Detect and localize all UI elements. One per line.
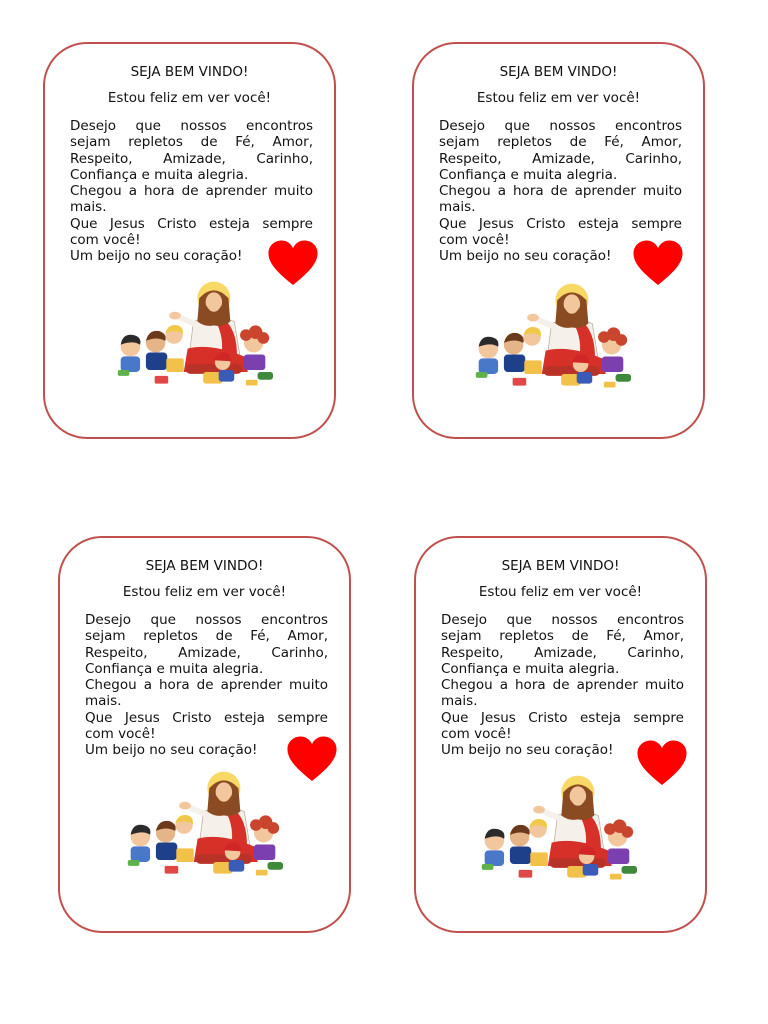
message-line: Desejo que nossos encontros xyxy=(70,118,313,134)
heart-icon xyxy=(286,736,338,782)
message-line: Respeito, Amizade, Carinho, xyxy=(70,150,313,167)
card-greeting: Estou feliz em ver você! xyxy=(122,584,287,600)
message-line: com você! xyxy=(85,726,156,743)
welcome-card-3 xyxy=(58,536,351,933)
message-line: Respeito, Amizade, Carinho, xyxy=(85,644,328,661)
jesus-with-children-illustration xyxy=(474,772,639,890)
message-line: Chegou a hora de aprender muito xyxy=(85,677,328,694)
message-line: mais. xyxy=(70,199,107,216)
card-title: SEJA BEM VINDO! xyxy=(499,64,618,80)
card-message xyxy=(441,612,684,759)
message-line: Que Jesus Cristo esteja sempre xyxy=(85,709,328,726)
card-title: SEJA BEM VINDO! xyxy=(145,558,264,574)
message-line: Chegou a hora de aprender muito xyxy=(439,183,682,200)
card-greeting: Estou feliz em ver você! xyxy=(107,90,272,106)
message-line: Chegou a hora de aprender muito xyxy=(70,183,313,200)
heart-icon xyxy=(632,240,684,286)
message-line: sejam repletos de Fé, Amor, xyxy=(70,134,313,151)
message-line: Respeito, Amizade, Carinho, xyxy=(441,644,684,661)
message-line: Desejo que nossos encontros xyxy=(441,612,684,628)
jesus-with-children-illustration xyxy=(120,768,285,886)
card-greeting: Estou feliz em ver você! xyxy=(478,584,643,600)
message-line: Que Jesus Cristo esteja sempre xyxy=(441,709,684,726)
message-line: Desejo que nossos encontros xyxy=(85,612,328,628)
card-title: SEJA BEM VINDO! xyxy=(130,64,249,80)
card-greeting: Estou feliz em ver você! xyxy=(476,90,641,106)
message-line: sejam repletos de Fé, Amor, xyxy=(85,628,328,645)
welcome-card-4 xyxy=(414,536,707,933)
message-line: sejam repletos de Fé, Amor, xyxy=(441,628,684,645)
message-line: Um beijo no seu coração! xyxy=(441,742,614,759)
message-line: com você! xyxy=(439,232,510,249)
message-line: Que Jesus Cristo esteja sempre xyxy=(439,215,682,232)
jesus-with-children-illustration xyxy=(110,278,275,396)
message-line: com você! xyxy=(70,232,141,249)
message-line: mais. xyxy=(439,199,476,216)
message-line: Confiança e muita alegria. xyxy=(85,660,264,677)
message-line: Chegou a hora de aprender muito xyxy=(441,677,684,694)
message-line: Um beijo no seu coração! xyxy=(70,248,243,265)
message-line: Respeito, Amizade, Carinho, xyxy=(439,150,682,167)
card-title: SEJA BEM VINDO! xyxy=(501,558,620,574)
message-line: Que Jesus Cristo esteja sempre xyxy=(70,215,313,232)
message-line: Um beijo no seu coração! xyxy=(439,248,612,265)
message-line: Desejo que nossos encontros xyxy=(439,118,682,134)
message-line: mais. xyxy=(85,693,122,710)
message-line: Confiança e muita alegria. xyxy=(70,166,249,183)
welcome-card-2 xyxy=(412,42,705,439)
message-line: com você! xyxy=(441,726,512,743)
jesus-with-children-illustration xyxy=(468,280,633,398)
message-line: Confiança e muita alegria. xyxy=(439,166,618,183)
message-line: sejam repletos de Fé, Amor, xyxy=(439,134,682,151)
welcome-card-1 xyxy=(43,42,336,439)
message-line: mais. xyxy=(441,693,478,710)
message-line: Um beijo no seu coração! xyxy=(85,742,258,759)
message-line: Confiança e muita alegria. xyxy=(441,660,620,677)
heart-icon xyxy=(636,740,688,786)
